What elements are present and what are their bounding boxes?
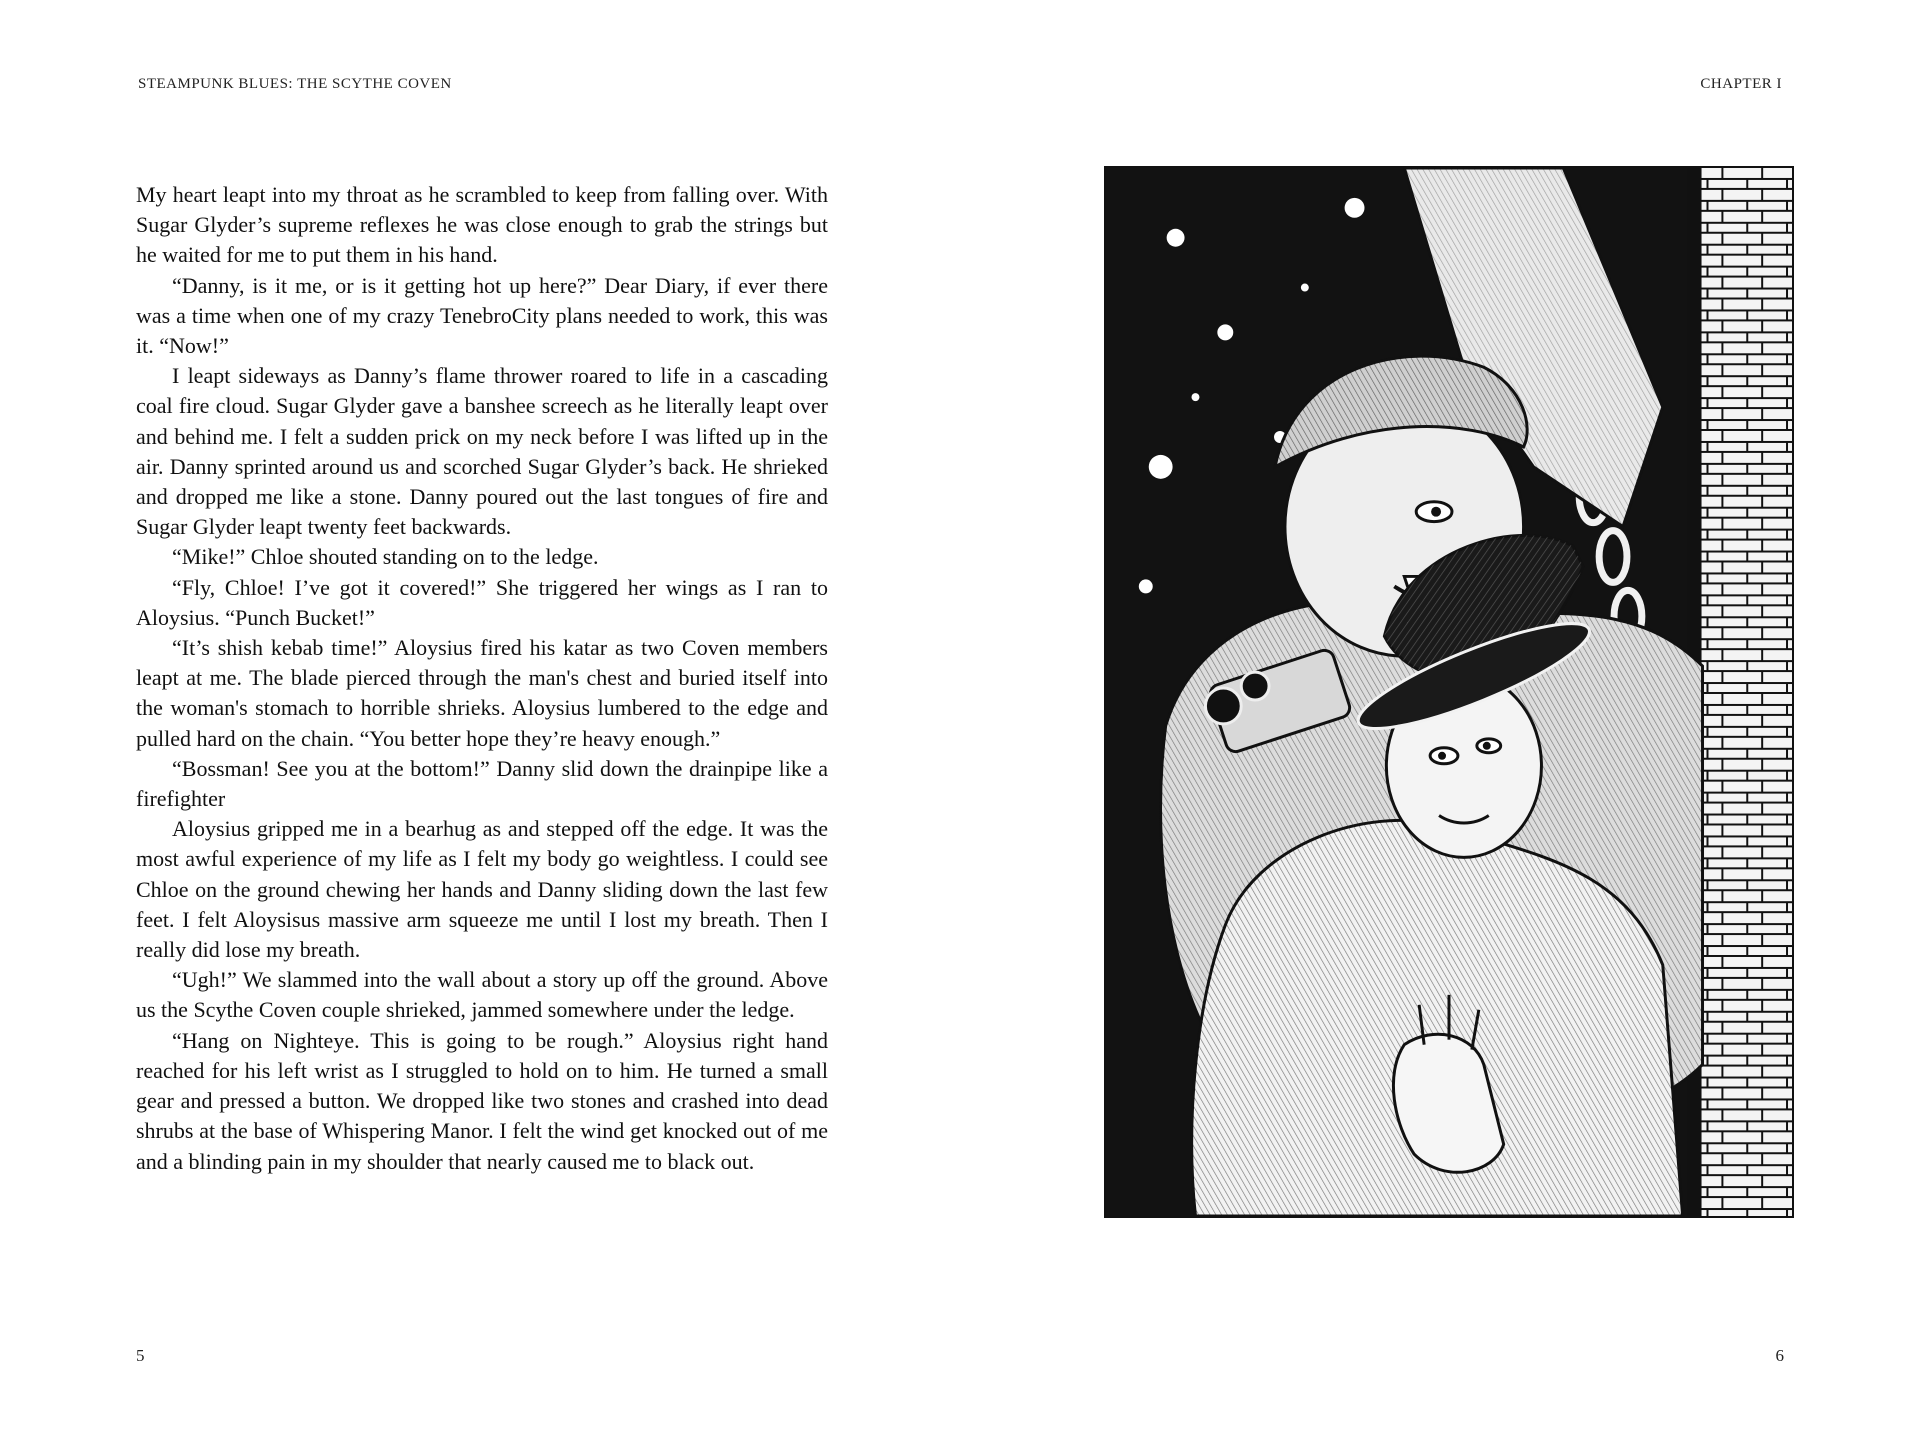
body-text: [136, 180, 828, 1177]
paragraph: “Mike!” Chloe shouted standing on to the ledge.: [172, 544, 599, 570]
paragraph: “It’s shish kebab time!” Aloysius fired his katar as two Coven members leapt at me. The blade pierced through the man's chest and buried itself into the woman's stomach to horrible shrieks. Aloysius lumbered to the edge and pulled hard on the chain. “You better hope they’re heavy enough.”: [136, 635, 828, 751]
page-number-right: 6: [1775, 1346, 1784, 1365]
paragraph: “Fly, Chloe! I’ve got it covered!” She triggered her wings as I ran to Aloysius. “Punch Bucket!”: [136, 574, 828, 630]
paragraph: “Hang on Nighteye. This is going to be rough.” Aloysius right hand reached for his left wrist as I struggled to hold on to him. He turned a small gear and pressed a button. We dropped like two stones and crashed into dead shrubs at the base of Whispering Manor. I felt the wind get knocked out of me and a blinding pain in my shoulder that nearly caused me to black out.: [136, 1027, 828, 1174]
running-head-book-title: STEAMPUNK BLUES: THE SCYTHE COVEN: [138, 76, 452, 92]
running-head-chapter: CHAPTER I: [1700, 76, 1782, 92]
ink-illustration: [1106, 168, 1792, 1216]
paragraph: “Ugh!” We slammed into the wall about a story up off the ground. Above us the Scythe Coven couple shrieked, jammed somewhere under the ledge.: [136, 967, 828, 1023]
paragraph: Aloysius gripped me in a bearhug as and stepped off the edge. It was the most awful experience of my life as I felt my body go weightless. I could see Chloe on the ground chewing her hands and Danny sliding down the last few feet. I felt Aloysisus massive arm squeeze me until I lost my breath. Then I really did lose my breath.: [136, 816, 828, 963]
brick-wall: [1701, 168, 1792, 1216]
illustration-plate: [1104, 166, 1794, 1218]
paragraph: My heart leapt into my throat as he scrambled to keep from falling over. With Sugar Glyder’s supreme reflexes he was close enough to grab the strings but he waited for me to put them in his hand.: [136, 182, 828, 268]
page-number-left: 5: [136, 1346, 145, 1365]
paragraph: I leapt sideways as Danny’s flame thrower roared to life in a cascading coal fire cloud. Sugar Glyder gave a banshee screech as he literally leapt over and behind me. I felt a sudden prick on my neck before I was lifted up in the air. Danny sprinted around us and scorched Sugar Glyder’s back. He shrieked and dropped me like a stone. Danny poured out the last tongues of fire and Sugar Glyder leapt twenty feet backwards.: [136, 363, 828, 540]
paragraph: “Bossman! See you at the bottom!” Danny slid down the drainpipe like a firefighter: [136, 755, 828, 812]
paragraph: “Danny, is it me, or is it getting hot up here?” Dear Diary, if ever there was a time when one of my crazy TenebroCity plans needed to work, this was it. “Now!”: [136, 272, 828, 359]
